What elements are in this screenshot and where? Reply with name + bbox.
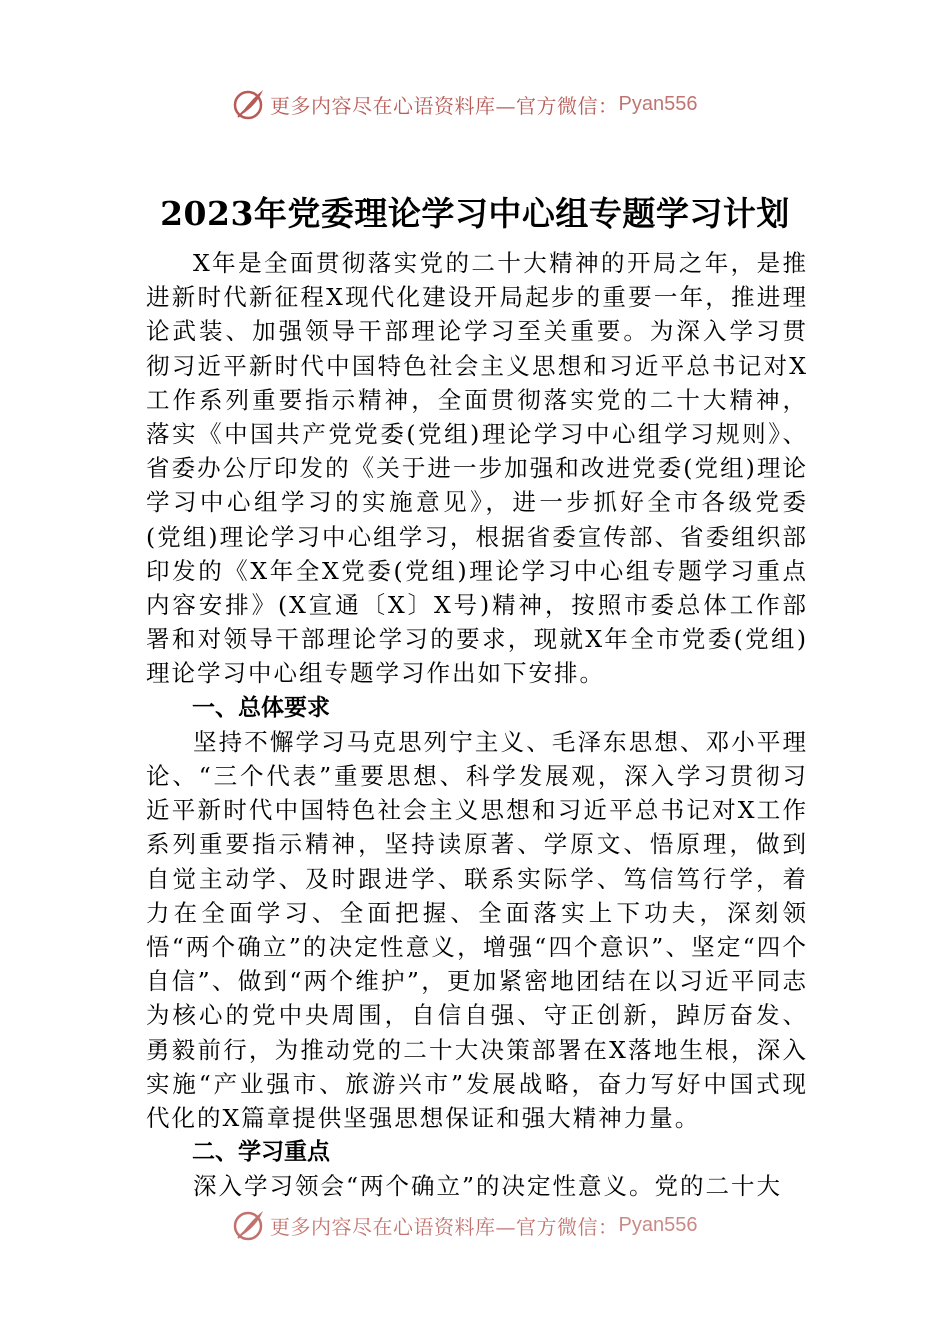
section-heading-study-focus: 二、学习重点: [192, 1139, 330, 1166]
watermark-banner-bottom: [232, 1205, 697, 1245]
quill-pen-logo-icon: [232, 1208, 266, 1242]
section-heading-overall-requirements: 一、总体要求: [192, 694, 330, 721]
study-focus-paragraph: 深入学习领会“两个确立”的决定性意义。党的二十大: [193, 1172, 783, 1201]
watermark-text: 更多内容尽在心语资料库—官方微信：: [270, 93, 619, 118]
quill-pen-logo-icon: [232, 87, 266, 121]
wechat-id: Pyan556: [618, 1213, 698, 1236]
document-body: [146, 246, 808, 1204]
intro-paragraph: X年是全面贯彻落实党的二十大精神的开局之年，是推进新时代新征程X现代化建设开局起步的重要一年，推进理论武装、加强领导干部理论学习至关重要。为深入学习贯彻习近平新时代中国特色社会主义思想和习近平总书记对X工作系列重要指示精神，全面贯彻落实党的二十大精神，落实《中国共产党党委(党组)理论学习中心组学习规则》、省委办公厅印发的《关于进一步加强和改进党委(党组)理论学习中心组学习的实施意见》，进一步抓好全市各级党委(党组)理论学习中心组学习，根据省委宣传部、省委组织部印发的《X年全X党委(党组)理论学习中心组专题学习重点内容安排》(X宣通〔X〕X号)精神，按照市委总体工作部署和对领导干部理论学习的要求，现就X年全市党委(党组)理论学习中心组专题学习作出如下安排。: [146, 249, 808, 688]
document-title: 2023年党委理论学习中心组专题学习计划: [160, 194, 790, 233]
overall-requirements-paragraph: 坚持不懈学习马克思列宁主义、毛泽东思想、邓小平理论、“三个代表”重要思想、科学发展观，深入学习贯彻习近平新时代中国特色社会主义思想和习近平总书记对X工作系列重要指示精神，坚持读原著、学原文、悟原理，做到自觉主动学、及时跟进学、联系实际学、笃信笃行学，着力在全面学习、全面把握、全面落实上下功夫，深刻领悟“两个确立”的决定性意义，增强“四个意识”、坚定“四个自信”、做到“两个维护”，更加紧密地团结在以习近平同志为核心的党中央周围，自信自强、守正创新，踔厉奋发、勇毅前行，为推动党的二十大决策部署在X落地生根，深入实施“产业强市、旅游兴市”发展战略，奋力写好中国式现代化的X篇章提供坚强思想保证和强大精神力量。: [146, 727, 808, 1133]
watermark-text: 更多内容尽在心语资料库—官方微信：: [270, 1214, 619, 1239]
watermark-banner-top: [232, 84, 697, 124]
wechat-id: Pyan556: [618, 92, 698, 115]
